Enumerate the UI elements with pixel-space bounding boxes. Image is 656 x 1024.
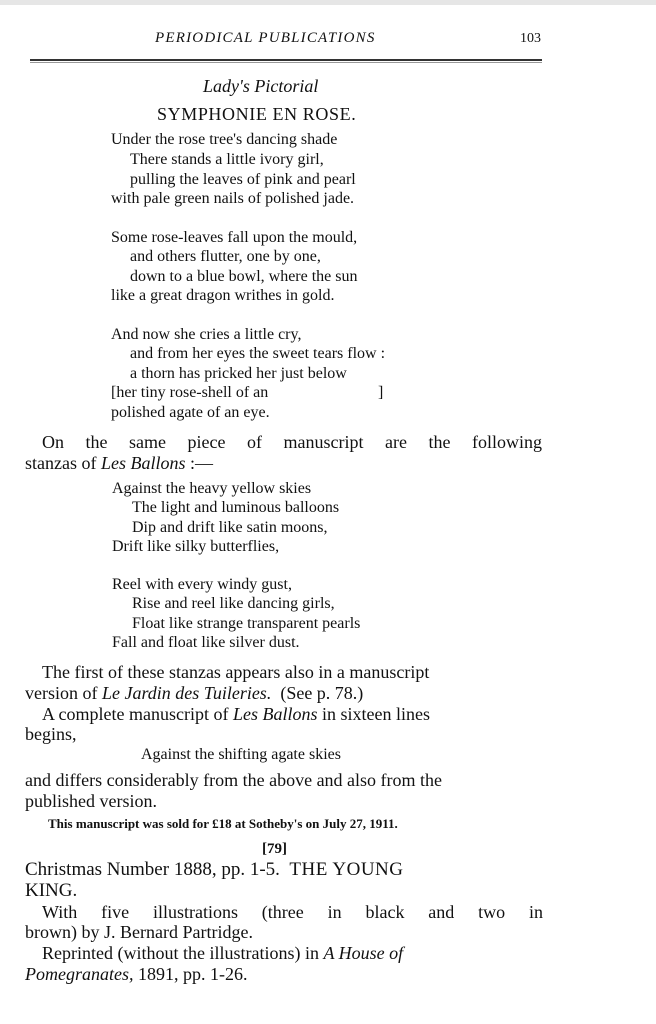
poem-line: and others flutter, one by one, (130, 248, 321, 265)
poem-line: Against the heavy yellow skies (112, 480, 312, 497)
top-border (0, 0, 656, 5)
paragraph-line: published version. (25, 791, 157, 811)
entry-line: Reprinted (without the illustrations) in A House of (42, 943, 404, 963)
poem-line: pulling the leaves of pink and pearl (130, 171, 356, 188)
paragraph-line: The first of these stanzas appears also in a manuscript (42, 662, 430, 682)
entry-number: [79] (262, 841, 287, 857)
sale-note: This manuscript was sold for £18 at Sotheby's on July 27, 1911. (48, 816, 398, 831)
poem-line: Rise and reel like dancing girls, (132, 595, 335, 612)
paragraph-line: A complete manuscript of Les Ballons in sixteen lines (42, 704, 430, 724)
poem-line: There stands a little ivory girl, (130, 151, 324, 168)
poem-line: Drift like silky butterflies, (112, 538, 280, 555)
poem-title: SYMPHONIE EN ROSE. (157, 104, 357, 124)
publication-name: Lady's Pictorial (203, 76, 319, 96)
poem-line: Fall and float like silver dust. (112, 634, 300, 651)
poem-line: Dip and drift like satin moons, (132, 519, 328, 536)
poem-line: And now she cries a little cry, (111, 326, 302, 343)
poem-line: The light and luminous balloons (132, 499, 340, 516)
entry-line: KING. (25, 880, 78, 901)
header-rule (30, 59, 542, 61)
header-rule-thin (30, 62, 542, 63)
entry-line: Pomegranates, 1891, pp. 1-26. (25, 964, 248, 984)
paragraph-line: On the same piece of manuscript are the following (42, 432, 542, 452)
poem-line: with pale green nails of polished jade. (111, 190, 355, 207)
poem-line: Some rose-leaves fall upon the mould, (111, 229, 358, 246)
page-number: 103 (520, 31, 541, 46)
poem-line: Reel with every windy gust, (112, 576, 292, 593)
paragraph-line: and differs considerably from the above and also from the (25, 770, 443, 790)
poem-line: a thorn has pricked her just below (130, 365, 347, 382)
entry-line: Christmas Number 1888, pp. 1-5. THE YOUNG (25, 859, 404, 880)
poem-line: [her tiny rose-shell of an (111, 384, 269, 401)
poem-line: and from her eyes the sweet tears flow : (130, 345, 386, 362)
poem-line: down to a blue bowl, where the sun (130, 268, 358, 285)
paragraph-line: stanzas of Les Ballons :— (25, 453, 214, 473)
entry-line: brown) by J. Bernard Partridge. (25, 922, 253, 942)
poem-line: Under the rose tree's dancing shade (111, 131, 338, 148)
paragraph-line: begins, (25, 724, 77, 744)
entry-line: With five illustrations (three in black and two in (42, 902, 543, 922)
poem-line: like a great dragon writhes in gold. (111, 287, 335, 304)
poem-line: Float like strange transparent pearls (132, 615, 361, 632)
running-header: PERIODICAL PUBLICATIONS (155, 30, 376, 46)
quoted-line: Against the shifting agate skies (141, 746, 341, 763)
poem-line: polished agate of an eye. (111, 404, 270, 421)
bracket-close: ] (378, 384, 384, 401)
paragraph-line: version of Le Jardin des Tuileries. (See p. 78.) (25, 683, 364, 703)
